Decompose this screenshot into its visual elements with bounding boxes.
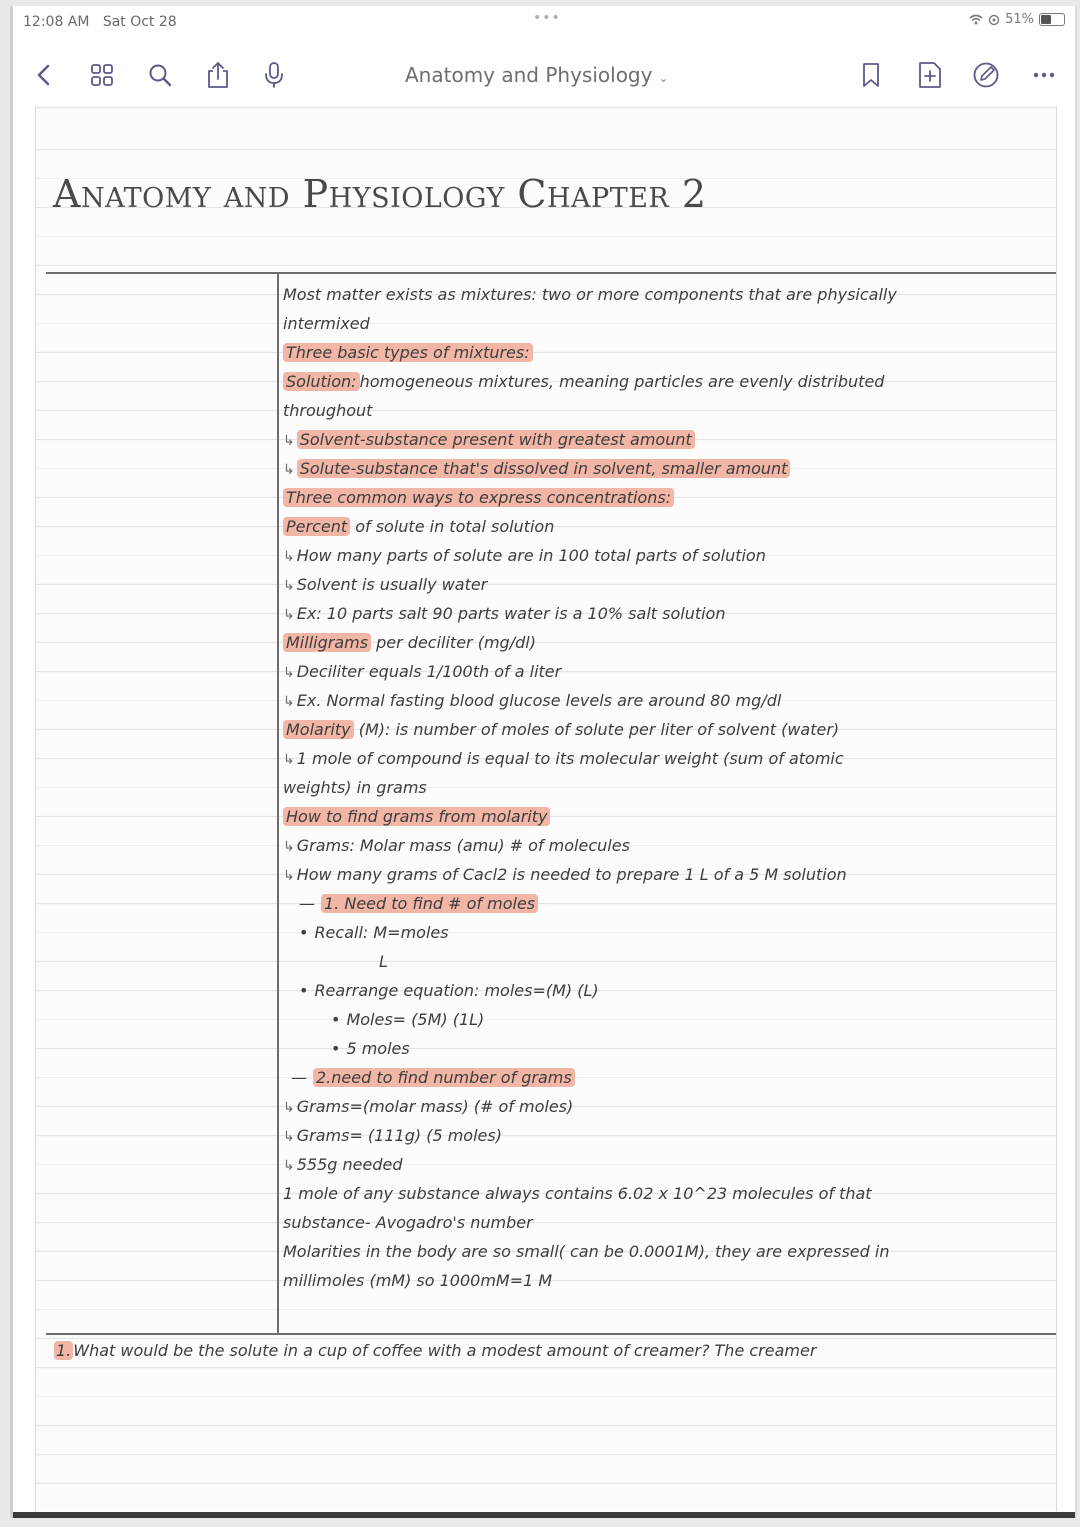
- battery-percent: 51%: [1005, 12, 1034, 27]
- notebook-page[interactable]: [35, 106, 1057, 1511]
- note-line: [281, 1005, 1011, 1034]
- highlighted-text: Three common ways to express concentrations:: [283, 488, 674, 507]
- summary-question: [54, 1341, 816, 1360]
- note-line: [281, 425, 1011, 454]
- highlighted-text: Percent: [283, 517, 350, 536]
- sub-arrow-icon: ↳: [283, 607, 295, 623]
- note-text: 555g needed: [296, 1155, 403, 1174]
- ipad-screen: [10, 6, 1077, 1518]
- note-line: [281, 483, 1011, 512]
- note-line: [281, 773, 1011, 802]
- note-line: [281, 947, 1011, 976]
- status-bar: [13, 6, 1075, 40]
- note-text: throughout: [283, 401, 373, 420]
- note-line: [281, 860, 1011, 889]
- bookmark-icon[interactable]: [856, 60, 886, 90]
- note-text: Grams: Molar mass (amu) # of molecules: [296, 836, 630, 855]
- note-line: [281, 1092, 1011, 1121]
- toolbar: [13, 46, 1075, 102]
- battery-icon: [1039, 13, 1065, 26]
- share-icon[interactable]: [203, 60, 233, 90]
- note-line: [281, 744, 1011, 773]
- note-line: [281, 367, 1011, 396]
- highlighted-text: Solvent-substance present with greatest amount: [297, 430, 695, 449]
- grid-icon[interactable]: [87, 60, 117, 90]
- highlighted-text: How to find grams from molarity: [283, 807, 550, 826]
- bullet-marker: •: [299, 923, 309, 942]
- document-title[interactable]: Anatomy and Physiology ⌄: [405, 63, 669, 87]
- note-line: [281, 280, 1011, 309]
- note-text: Rearrange equation: moles=(M) (L): [314, 981, 599, 1000]
- note-text: Moles= (5M) (1L): [346, 1010, 485, 1029]
- highlighted-text: Solute-substance that's dissolved in solvent, smaller amount: [297, 459, 791, 478]
- cornell-top-rule: [46, 272, 1056, 274]
- sub-arrow-icon: ↳: [283, 578, 295, 594]
- question-number: 1.: [56, 1341, 72, 1360]
- note-text: Deciliter equals 1/100th of a liter: [296, 662, 562, 681]
- note-text: of solute in total solution: [350, 517, 555, 536]
- note-line: [281, 396, 1011, 425]
- bullet-marker: •: [299, 981, 309, 1000]
- status-right: [969, 12, 1065, 27]
- page-title: Anatomy and Physiology Chapter 2: [53, 172, 707, 216]
- chevron-down-icon: ⌄: [658, 71, 669, 85]
- orientation-lock-icon: [988, 14, 1000, 26]
- note-text: Grams= (111g) (5 moles): [296, 1126, 502, 1145]
- status-time: 12:08 AM Sat Oct 28: [23, 14, 177, 30]
- note-text: Grams=(molar mass) (# of moles): [296, 1097, 574, 1116]
- note-line: [281, 512, 1011, 541]
- note-text: 1 mole of any substance always contains 6.02 x 10^23 molecules of that: [283, 1184, 872, 1203]
- note-text: substance- Avogadro's number: [283, 1213, 533, 1232]
- note-text: intermixed: [283, 314, 370, 333]
- note-line: [281, 1237, 1011, 1266]
- note-line: [281, 1179, 1011, 1208]
- bullet-marker: —: [291, 1068, 307, 1087]
- add-page-icon[interactable]: [915, 60, 945, 90]
- sub-arrow-icon: ↳: [283, 694, 295, 710]
- note-line: [281, 338, 1011, 367]
- note-line: [281, 1063, 1011, 1092]
- note-text: Most matter exists as mixtures: two or more components that are physically: [283, 285, 897, 304]
- highlighted-text: Milligrams: [283, 633, 371, 652]
- sub-arrow-icon: ↳: [283, 1158, 295, 1174]
- note-line: [281, 715, 1011, 744]
- sub-arrow-icon: ↳: [283, 1129, 295, 1145]
- note-line: [281, 889, 1011, 918]
- search-icon[interactable]: [145, 60, 175, 90]
- pen-circle-icon[interactable]: [971, 60, 1001, 90]
- multitasking-dots[interactable]: •••: [533, 10, 561, 26]
- sub-arrow-icon: ↳: [283, 665, 295, 681]
- note-text: (M): is number of moles of solute per liter of solvent (water): [353, 720, 840, 739]
- note-text: How many parts of solute are in 100 total parts of solution: [296, 546, 766, 565]
- note-line: [281, 657, 1011, 686]
- note-text: Ex. Normal fasting blood glucose levels are around 80 mg/dl: [296, 691, 782, 710]
- notes-column: [281, 280, 1011, 1295]
- highlighted-text: Three basic types of mixtures:: [283, 343, 533, 362]
- note-text: per deciliter (mg/dl): [371, 633, 536, 652]
- note-line: [281, 541, 1011, 570]
- highlighted-text: 1. Need to find # of moles: [321, 894, 538, 913]
- note-text: homogeneous mixtures, meaning particles are evenly distributed: [359, 372, 885, 391]
- note-text: millimoles (mM) so 1000mM=1 M: [283, 1271, 553, 1290]
- note-line: [281, 570, 1011, 599]
- wifi-icon: [969, 14, 983, 25]
- question-text: What would be the solute in a cup of coffee with a modest amount of creamer? The creamer: [73, 1341, 817, 1360]
- note-line: [281, 599, 1011, 628]
- sub-arrow-icon: ↳: [283, 1100, 295, 1116]
- note-line: [281, 1121, 1011, 1150]
- cornell-bottom-rule: [46, 1333, 1056, 1335]
- sub-arrow-icon: ↳: [283, 839, 295, 855]
- highlighted-text: Solution:: [283, 372, 360, 391]
- note-line: [281, 1150, 1011, 1179]
- note-text: weights) in grams: [283, 778, 427, 797]
- note-text: Molarities in the body are so small( can be 0.0001M), they are expressed in: [283, 1242, 890, 1261]
- cornell-cue-column-rule: [277, 272, 279, 1335]
- chevron-left-icon[interactable]: [29, 60, 59, 90]
- sub-arrow-icon: ↳: [283, 433, 295, 449]
- microphone-icon[interactable]: [259, 60, 289, 90]
- sub-arrow-icon: ↳: [283, 462, 295, 478]
- highlighted-text: Molarity: [283, 720, 354, 739]
- more-icon[interactable]: [1029, 60, 1059, 90]
- note-text: Solvent is usually water: [296, 575, 488, 594]
- note-text: Ex: 10 parts salt 90 parts water is a 10% salt solution: [296, 604, 726, 623]
- battery-level: [1041, 15, 1051, 24]
- sub-arrow-icon: ↳: [283, 868, 295, 884]
- note-line: [281, 628, 1011, 657]
- note-line: [281, 686, 1011, 715]
- note-line: [281, 454, 1011, 483]
- note-line: [281, 309, 1011, 338]
- highlighted-text: 2.need to find number of grams: [313, 1068, 575, 1087]
- sub-arrow-icon: ↳: [283, 752, 295, 768]
- note-text: Recall: M=moles: [314, 923, 449, 942]
- note-line: [281, 1208, 1011, 1237]
- note-line: [281, 976, 1011, 1005]
- bullet-marker: •: [331, 1039, 341, 1058]
- note-text: L: [379, 952, 388, 971]
- note-line: [281, 1034, 1011, 1063]
- note-line: [281, 802, 1011, 831]
- bullet-marker: —: [299, 894, 315, 913]
- note-line: [281, 918, 1011, 947]
- note-text: How many grams of Cacl2 is needed to prepare 1 L of a 5 M solution: [296, 865, 847, 884]
- note-text: 1 mole of compound is equal to its molecular weight (sum of atomic: [296, 749, 844, 768]
- note-text: 5 moles: [346, 1039, 410, 1058]
- note-line: [281, 831, 1011, 860]
- note-line: [281, 1266, 1011, 1295]
- bullet-marker: •: [331, 1010, 341, 1029]
- sub-arrow-icon: ↳: [283, 549, 295, 565]
